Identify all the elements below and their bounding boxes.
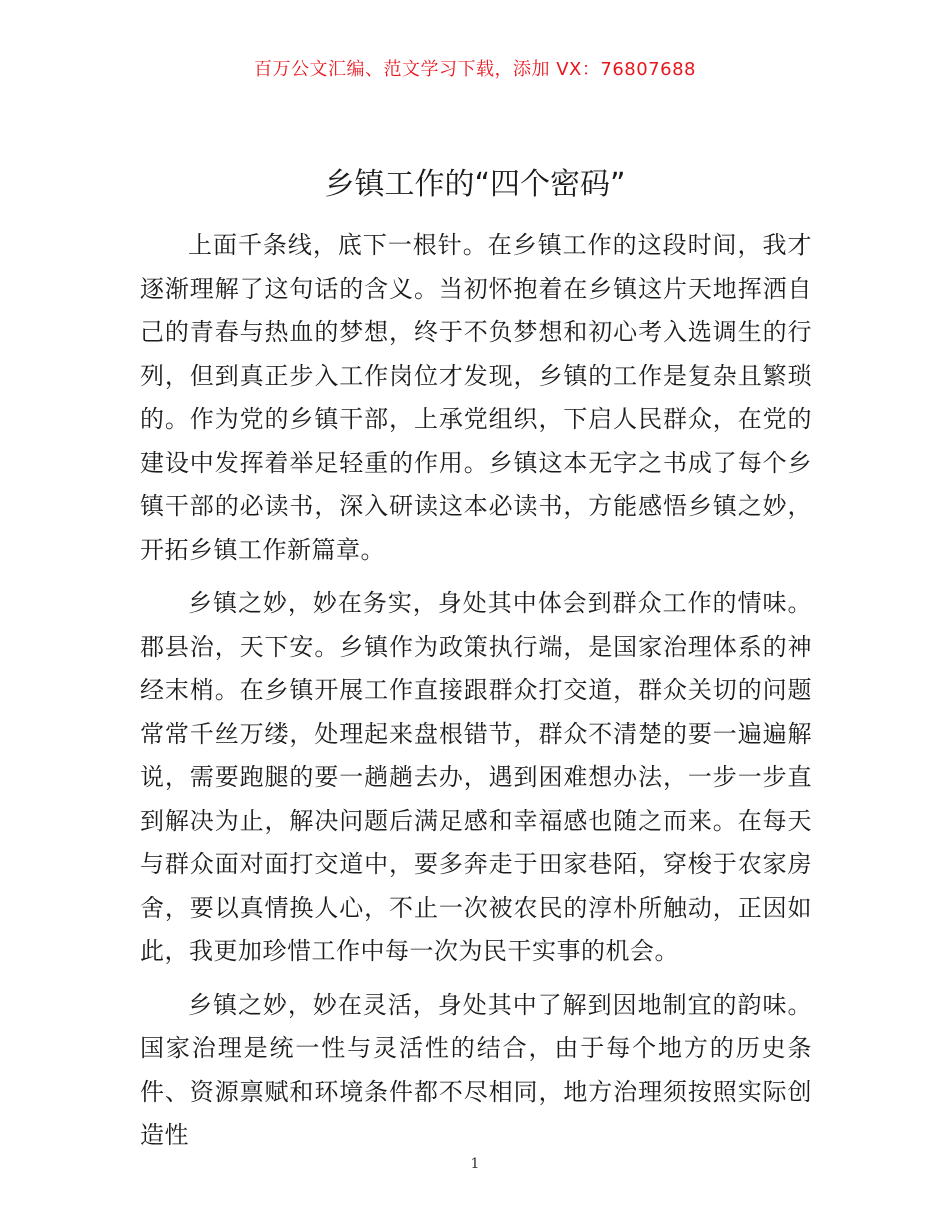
paragraph-1: 上面千条线，底下一根针。在乡镇工作的这段时间，我才逐渐理解了这句话的含义。当初怀抱着在乡镇这片天地挥洒自己的青春与热血的梦想，终于不负梦想和初心考入选调生的行列，但到真正步入工作岗位才发现，乡镇的工作是复杂且繁琐的。作为党的乡镇干部，上承党组织，下启人民群众，在党的建设中发挥着举足轻重的作用。乡镇这本无字之书成了每个乡镇干部的必读书，深入研读这本必读书，方能感悟乡镇之妙，开拓乡镇工作新篇章。 [140, 231, 812, 564]
document-body [140, 224, 812, 1168]
paragraph-3: 乡镇之妙，妙在灵活，身处其中了解到因地制宜的韵味。国家治理是统一性与灵活性的结合，由于每个地方的历史条件、资源禀赋和环境条件都不尽相同，地方治理须按照实际创造性 [140, 990, 812, 1149]
watermark-header: 百万公文汇编、范文学习下载，添加 VX：76807688 [254, 59, 696, 80]
page-number: 1 [470, 1156, 480, 1172]
document-title: 乡镇工作的“四个密码” [324, 167, 626, 202]
paragraph-2: 乡镇之妙，妙在务实，身处其中体会到群众工作的情味。郡县治，天下安。乡镇作为政策执行端，是国家治理体系的神经末梢。在乡镇开展工作直接跟群众打交道，群众关切的问题常常千丝万缕，处理起来盘根错节，群众不清楚的要一遍遍解说，需要跑腿的要一趟趟去办，遇到困难想办法，一步一步直到解决为止，解决问题后满足感和幸福感也随之而来。在每天与群众面对面打交道中，要多奔走于田家巷陌，穿梭于农家房舍，要以真情换人心，不止一次被农民的淳朴所触动，正因如此，我更加珍惜工作中每一次为民干实事的机会。 [140, 589, 812, 965]
